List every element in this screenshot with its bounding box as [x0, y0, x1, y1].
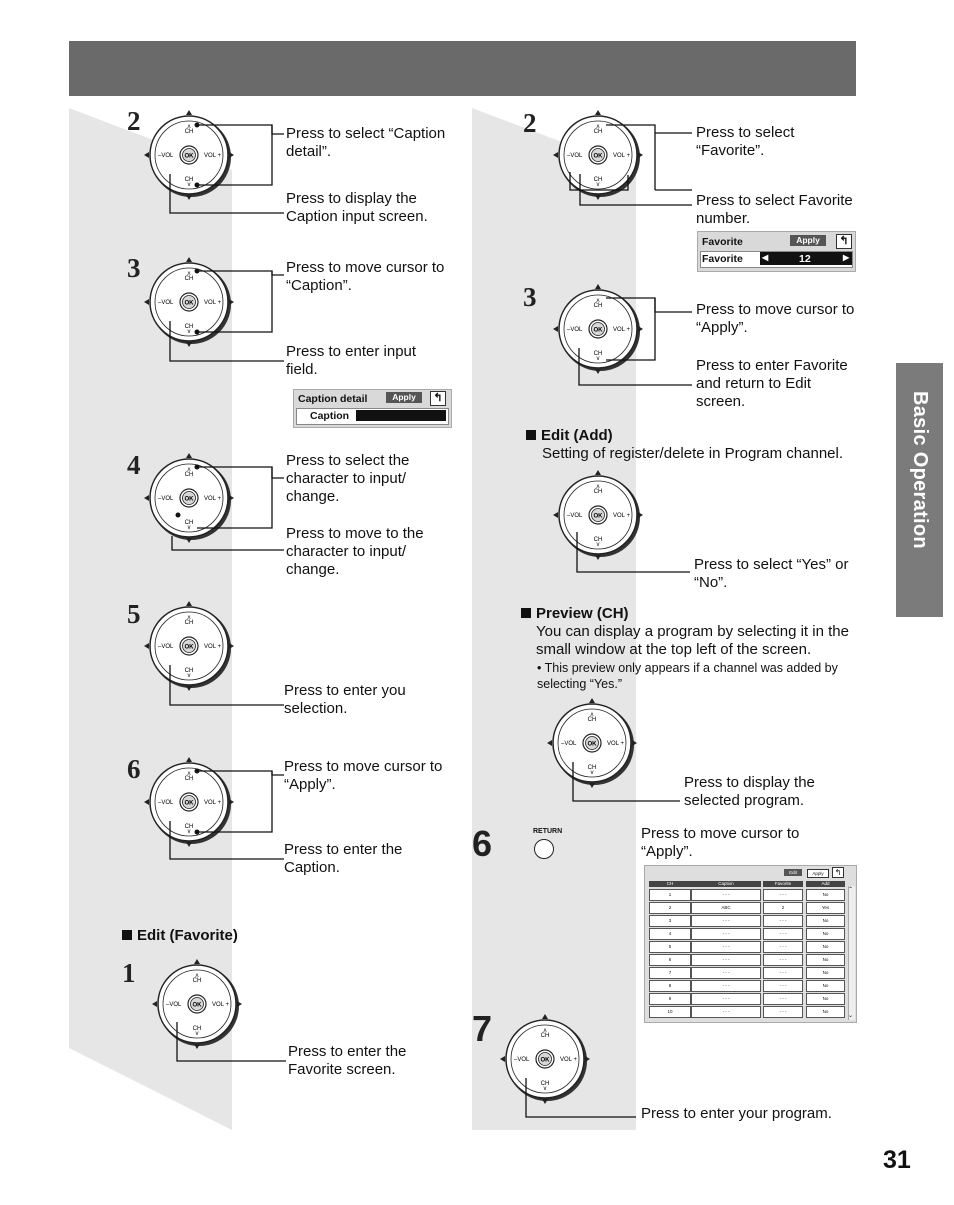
preview-note: • This preview only appears if a channel was added by selecting “Yes.”: [537, 661, 838, 691]
vol-minus-label: –VOL: [561, 741, 577, 747]
table-cell[interactable]: 7: [649, 967, 691, 979]
table-cell[interactable]: - - -: [691, 915, 761, 927]
up-icon: ʌ: [543, 1028, 547, 1034]
ch-down-label: CH: [593, 537, 603, 543]
column-header: CH: [649, 881, 691, 887]
arrow-right-icon: [237, 1001, 242, 1007]
arrow-right-icon: [632, 740, 637, 746]
instruction-text: Press to select the character to input/ change.: [286, 452, 410, 505]
table-cell[interactable]: No: [806, 967, 845, 979]
table-cell[interactable]: - - -: [763, 1006, 803, 1018]
vol-plus-label: VOL +: [204, 153, 221, 159]
arrow-left-icon: [144, 799, 149, 805]
instruction-text: Press to enter Favorite and return to Edit screen.: [696, 357, 848, 410]
instruction-text: Press to move cursor to “Apply”.: [641, 825, 800, 860]
arrow-down-icon: [186, 686, 192, 691]
vol-plus-label: VOL +: [212, 1002, 229, 1008]
ok-button: OK: [593, 513, 603, 520]
instruction-text: Press to select “Caption detail”.: [286, 125, 446, 160]
ch-down-label: CH: [593, 177, 603, 183]
table-cell[interactable]: - - -: [691, 980, 761, 992]
table-cell[interactable]: Yes: [806, 902, 845, 914]
table-cell[interactable]: 1: [649, 889, 691, 901]
arrow-left-icon: [144, 643, 149, 649]
ch-down-label: CH: [192, 1026, 202, 1032]
vol-minus-label: –VOL: [158, 153, 174, 159]
arrow-down-icon: [186, 342, 192, 347]
remote-control-pad[interactable]: [500, 1014, 590, 1104]
right-arrow-icon[interactable]: ▶: [843, 253, 850, 262]
arrow-down-icon: [186, 195, 192, 200]
table-cell[interactable]: - - -: [691, 967, 761, 979]
arrow-down-icon: [186, 538, 192, 543]
step-number: 3: [523, 282, 537, 312]
section-tab-label: Basic Operation: [909, 391, 931, 549]
instruction-text: Press to move cursor to “Apply”.: [284, 758, 443, 793]
ok-button: OK: [184, 496, 194, 503]
down-icon: v: [543, 1086, 547, 1092]
instruction-text: Press to display the Caption input screen.: [286, 190, 428, 225]
arrow-right-icon: [585, 1056, 590, 1062]
remote-control-pad[interactable]: [144, 601, 234, 691]
up-icon: ʌ: [187, 467, 191, 473]
arrow-right-icon: [229, 299, 234, 305]
vol-plus-label: VOL +: [607, 741, 624, 747]
edit-add-description: Setting of register/delete in Program channel.: [542, 445, 844, 462]
up-icon: ʌ: [596, 484, 600, 490]
arrow-up-icon: [194, 959, 200, 964]
down-icon: v: [596, 356, 600, 362]
instruction-text: Press to display the selected program.: [684, 774, 815, 809]
table-cell[interactable]: 6: [649, 954, 691, 966]
ch-down-label: CH: [184, 520, 194, 526]
caption-field-label: Caption: [310, 410, 350, 422]
table-cell[interactable]: - - -: [763, 980, 803, 992]
table-cell[interactable]: - - -: [763, 928, 803, 940]
vol-plus-label: VOL +: [204, 644, 221, 650]
instruction-text: Press to enter input field.: [286, 343, 417, 378]
table-cell[interactable]: No: [806, 889, 845, 901]
ok-button: OK: [184, 153, 194, 160]
table-cell[interactable]: - - -: [691, 1006, 761, 1018]
ch-up-label: CH: [184, 776, 194, 782]
arrow-down-icon: [595, 555, 601, 560]
table-cell[interactable]: 9: [649, 993, 691, 1005]
scroll-down-icon[interactable]: ⌄: [848, 1013, 854, 1019]
ch-up-label: CH: [593, 303, 603, 309]
vol-plus-label: VOL +: [204, 496, 221, 502]
vol-minus-label: –VOL: [567, 513, 583, 519]
instruction-text: Press to select “Yes” or “No”.: [694, 556, 849, 591]
ch-down-label: CH: [540, 1081, 550, 1087]
vol-minus-label: –VOL: [567, 327, 583, 333]
ok-button: OK: [192, 1002, 202, 1009]
instruction-text: Press to enter you selection.: [284, 682, 406, 717]
callout-dot: [195, 123, 200, 128]
arrow-right-icon: [638, 152, 643, 158]
ch-down-label: CH: [184, 824, 194, 830]
edit-button[interactable]: Edit: [784, 869, 802, 876]
table-cell[interactable]: - - -: [691, 993, 761, 1005]
return-icon[interactable]: ↰: [832, 867, 844, 878]
down-icon: v: [596, 182, 600, 188]
instruction-text: Press to move cursor to “Apply”.: [696, 301, 855, 336]
table-cell[interactable]: No: [806, 954, 845, 966]
table-cell[interactable]: - - -: [691, 941, 761, 953]
ch-up-label: CH: [184, 129, 194, 135]
arrow-right-icon: [229, 643, 234, 649]
column-header: Add: [806, 881, 845, 887]
vol-plus-label: VOL +: [560, 1057, 577, 1063]
vol-minus-label: –VOL: [158, 800, 174, 806]
arrow-down-icon: [595, 369, 601, 374]
table-cell[interactable]: - - -: [691, 889, 761, 901]
arrow-up-icon: [186, 601, 192, 606]
preview-heading: Preview (CH): [521, 605, 629, 622]
vol-minus-label: –VOL: [158, 300, 174, 306]
table-cell[interactable]: - - -: [691, 954, 761, 966]
table-cell[interactable]: 5: [649, 941, 691, 953]
vol-plus-label: VOL +: [613, 153, 630, 159]
scroll-up-icon[interactable]: ⌃: [848, 887, 854, 893]
table-cell[interactable]: 3: [649, 915, 691, 927]
down-icon: v: [187, 182, 191, 188]
table-cell[interactable]: No: [806, 980, 845, 992]
table-cell[interactable]: - - -: [763, 941, 803, 953]
up-icon: ʌ: [195, 973, 199, 979]
step-number: 2: [127, 106, 141, 136]
arrow-left-icon: [144, 152, 149, 158]
return-icon[interactable]: ↰: [836, 234, 852, 249]
column-header: Caption: [691, 881, 761, 887]
arrow-left-icon: [144, 299, 149, 305]
up-icon: ʌ: [596, 124, 600, 130]
table-cell[interactable]: ABC: [691, 902, 761, 914]
arrow-left-icon: [144, 495, 149, 501]
left-arrow-icon[interactable]: ◀: [762, 253, 769, 262]
step-number: 2: [523, 108, 537, 138]
arrow-up-icon: [595, 110, 601, 115]
arrow-up-icon: [589, 698, 595, 703]
step-number: 5: [127, 599, 141, 629]
arrow-up-icon: [186, 110, 192, 115]
callout-dot: [195, 465, 200, 470]
table-cell[interactable]: - - -: [763, 915, 803, 927]
favorite-value: 12: [799, 253, 811, 265]
callout-dot: [176, 513, 181, 518]
ch-up-label: CH: [192, 978, 202, 984]
table-cell[interactable]: - - -: [763, 967, 803, 979]
ok-button: OK: [184, 644, 194, 651]
table-cell[interactable]: - - -: [763, 889, 803, 901]
ch-up-label: CH: [184, 276, 194, 282]
instruction-text: Press to select Favorite number.: [696, 192, 853, 227]
ch-down-label: CH: [184, 324, 194, 330]
table-cell[interactable]: - - -: [763, 954, 803, 966]
ch-down-label: CH: [184, 177, 194, 183]
remote-control-pad[interactable]: [553, 110, 643, 200]
arrow-right-icon: [638, 512, 643, 518]
edit-favorite-heading: Edit (Favorite): [122, 927, 238, 944]
return-icon[interactable]: ↰: [430, 391, 446, 406]
page-number: 31: [883, 1146, 911, 1174]
arrow-left-icon: [500, 1056, 505, 1062]
step-number: 6: [127, 754, 141, 784]
remote-control-pad[interactable]: [152, 959, 242, 1049]
apply-button[interactable]: Apply: [807, 869, 829, 878]
down-icon: v: [187, 525, 191, 531]
vol-plus-label: VOL +: [613, 327, 630, 333]
ok-button: OK: [184, 800, 194, 807]
apply-button[interactable]: Apply: [790, 235, 826, 246]
table-cell[interactable]: No: [806, 915, 845, 927]
ch-down-label: CH: [184, 668, 194, 674]
column-header: Favorite: [763, 881, 803, 887]
ok-button: OK: [587, 741, 597, 748]
instruction-text: Press to move to the character to input/ change.: [286, 525, 424, 578]
table-cell[interactable]: No: [806, 1006, 845, 1018]
down-icon: v: [187, 829, 191, 835]
down-icon: v: [590, 770, 594, 776]
callout-dot: [195, 830, 200, 835]
step-number: 6: [472, 823, 493, 864]
arrow-right-icon: [229, 799, 234, 805]
instruction-text: Press to enter the Favorite screen.: [288, 1043, 407, 1078]
table-cell[interactable]: 2: [649, 902, 691, 914]
remote-control-pad[interactable]: [144, 110, 234, 200]
instruction-text: Press to select “Favorite”.: [696, 124, 795, 159]
arrow-up-icon: [186, 757, 192, 762]
table-cell[interactable]: No: [806, 993, 845, 1005]
table-cell[interactable]: 10: [649, 1006, 691, 1018]
ok-button: OK: [593, 327, 603, 334]
return-button-label: RETURN: [533, 828, 563, 835]
edit-add-heading: Edit (Add): [526, 427, 613, 444]
callout-dot: [195, 330, 200, 335]
vol-plus-label: VOL +: [204, 800, 221, 806]
arrow-down-icon: [589, 783, 595, 788]
ch-down-label: CH: [587, 765, 597, 771]
arrow-left-icon: [553, 512, 558, 518]
vol-minus-label: –VOL: [514, 1057, 530, 1063]
arrow-up-icon: [186, 453, 192, 458]
arrow-left-icon: [553, 326, 558, 332]
step-number: 7: [472, 1008, 493, 1049]
ch-up-label: CH: [593, 129, 603, 135]
up-icon: ʌ: [187, 124, 191, 130]
arrow-up-icon: [542, 1014, 548, 1019]
arrow-left-icon: [547, 740, 552, 746]
arrow-down-icon: [194, 1044, 200, 1049]
arrow-right-icon: [229, 152, 234, 158]
table-cell[interactable]: No: [806, 928, 845, 940]
table-cell[interactable]: 2: [763, 902, 803, 914]
caption-detail-title: Caption detail: [298, 393, 368, 405]
down-icon: v: [187, 673, 191, 679]
step-number: 4: [127, 450, 141, 480]
instruction-text: Press to enter your program.: [641, 1105, 832, 1122]
vol-plus-label: VOL +: [204, 300, 221, 306]
callout-dot: [195, 183, 200, 188]
ch-down-label: CH: [593, 351, 603, 357]
remote-control-pad[interactable]: [553, 470, 643, 560]
up-icon: ʌ: [590, 712, 594, 718]
down-icon: v: [596, 542, 600, 548]
vol-minus-label: –VOL: [166, 1002, 182, 1008]
table-cell[interactable]: No: [806, 941, 845, 953]
down-icon: v: [187, 329, 191, 335]
favorite-label: Favorite: [702, 253, 743, 265]
preview-description: You can display a program by selecting it in the small window at the top left of the screen.: [536, 623, 849, 658]
arrow-right-icon: [638, 326, 643, 332]
arrow-up-icon: [595, 284, 601, 289]
table-cell[interactable]: - - -: [691, 928, 761, 940]
arrow-left-icon: [553, 152, 558, 158]
vol-minus-label: –VOL: [158, 644, 174, 650]
vol-plus-label: VOL +: [613, 513, 630, 519]
ch-up-label: CH: [587, 717, 597, 723]
arrow-up-icon: [595, 470, 601, 475]
table-cell[interactable]: - - -: [763, 993, 803, 1005]
step-number: 1: [122, 958, 136, 988]
callout-dot: [195, 769, 200, 774]
instruction-text: Press to enter the Caption.: [284, 841, 403, 876]
instruction-text: Press to move cursor to “Caption”.: [286, 259, 445, 294]
arrow-up-icon: [186, 257, 192, 262]
favorite-title: Favorite: [702, 236, 743, 248]
vol-minus-label: –VOL: [158, 496, 174, 502]
arrow-down-icon: [186, 842, 192, 847]
table-cell[interactable]: 8: [649, 980, 691, 992]
table-cell[interactable]: 4: [649, 928, 691, 940]
apply-button[interactable]: Apply: [386, 392, 422, 403]
up-icon: ʌ: [187, 771, 191, 777]
ok-button: OK: [593, 153, 603, 160]
step-number: 3: [127, 253, 141, 283]
vol-minus-label: –VOL: [567, 153, 583, 159]
ok-button: OK: [184, 300, 194, 307]
callout-dot: [195, 269, 200, 274]
up-icon: ʌ: [596, 298, 600, 304]
up-icon: ʌ: [187, 615, 191, 621]
ok-button: OK: [540, 1057, 550, 1064]
arrow-down-icon: [595, 195, 601, 200]
arrow-left-icon: [152, 1001, 157, 1007]
ch-up-label: CH: [540, 1033, 550, 1039]
remote-control-pad[interactable]: [547, 698, 637, 788]
ch-up-label: CH: [184, 472, 194, 478]
arrow-down-icon: [542, 1099, 548, 1104]
up-icon: ʌ: [187, 271, 191, 277]
ch-up-label: CH: [184, 620, 194, 626]
ch-up-label: CH: [593, 489, 603, 495]
down-icon: v: [195, 1031, 199, 1037]
arrow-right-icon: [229, 495, 234, 501]
